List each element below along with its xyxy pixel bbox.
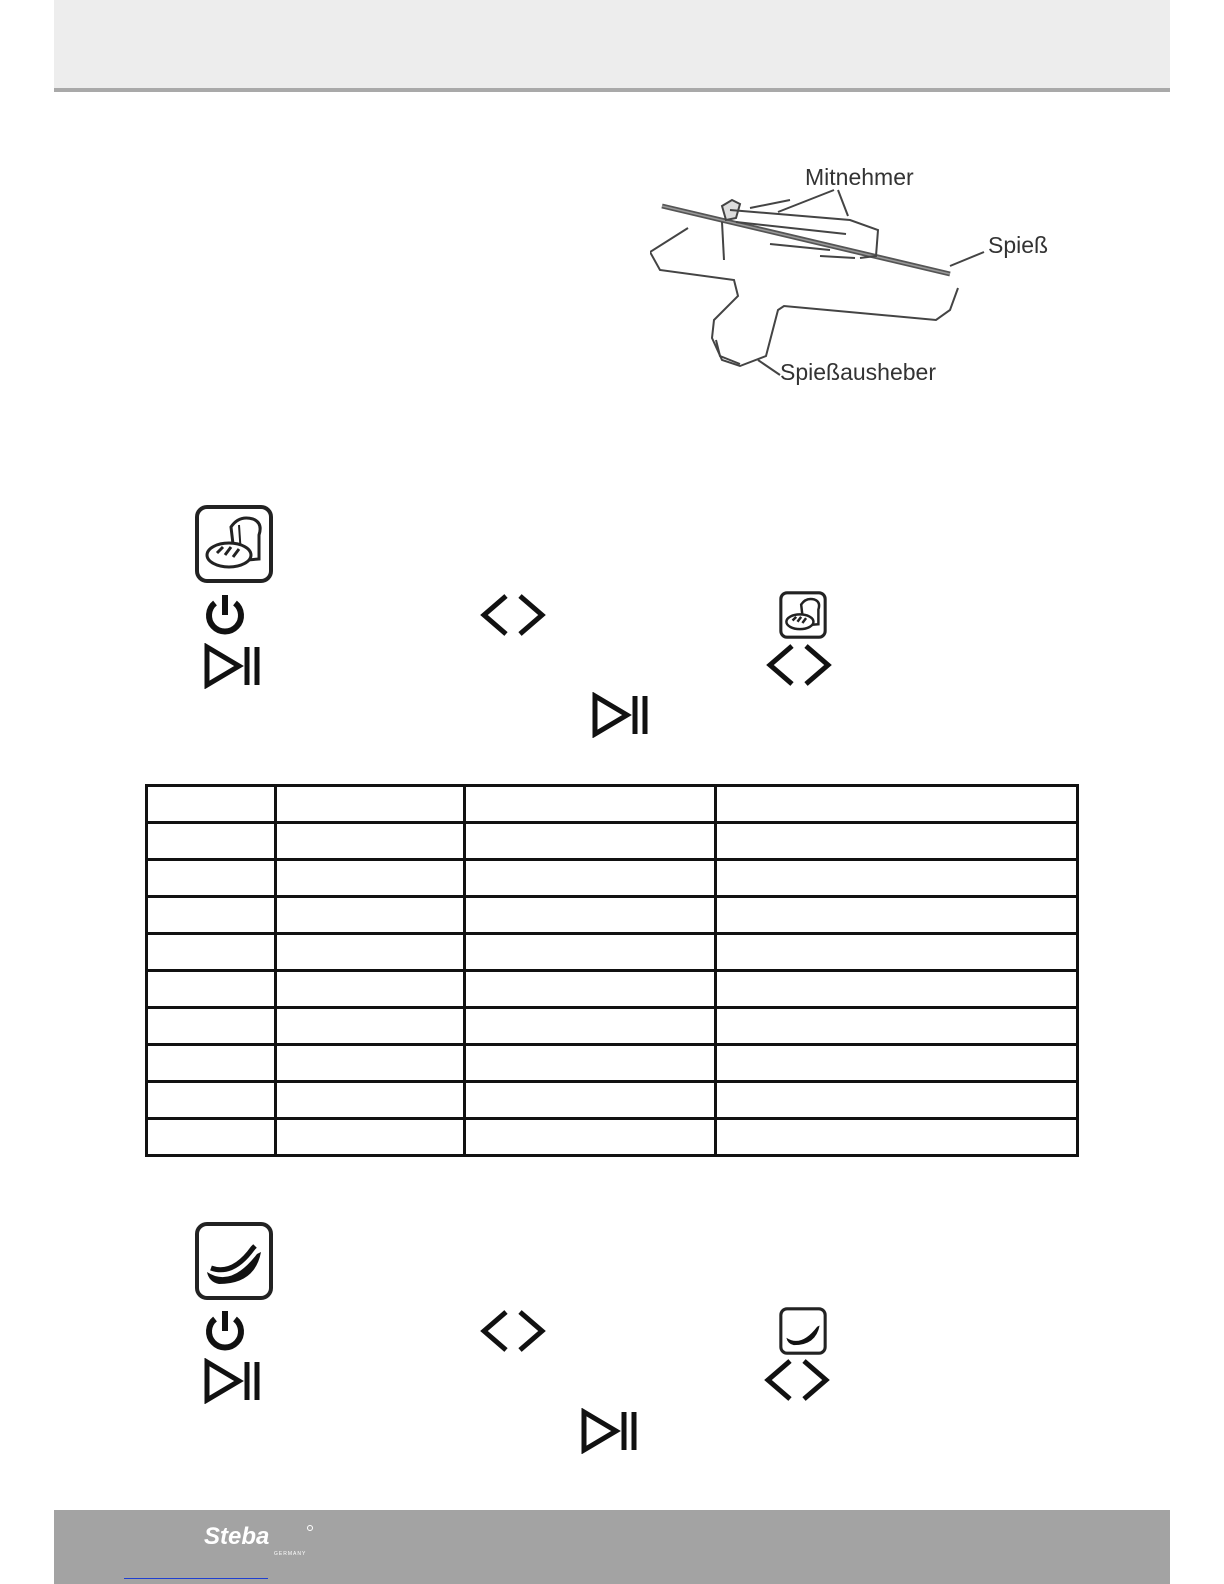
table-cell [147, 934, 276, 971]
table-cell [276, 971, 465, 1008]
table-cell [716, 1045, 1078, 1082]
settings-table [145, 784, 1079, 1157]
figure-label-spit: Spieß [988, 232, 1049, 258]
table-cell [465, 1008, 716, 1045]
table-cell [147, 1119, 276, 1156]
table-cell [716, 786, 1078, 823]
table-cell [276, 1008, 465, 1045]
table-cell [276, 897, 465, 934]
table-cell [465, 1119, 716, 1156]
table-row [147, 860, 1078, 897]
table-cell [465, 860, 716, 897]
banana-program-icon [779, 1307, 827, 1355]
table-cell [276, 1045, 465, 1082]
footer-link-underline[interactable] [124, 1578, 268, 1579]
table-row [147, 1008, 1078, 1045]
table-cell [147, 897, 276, 934]
settings-table-body [147, 786, 1078, 1156]
brand-logo-text: Steba [204, 1523, 270, 1550]
table-cell [276, 1082, 465, 1119]
table-row [147, 971, 1078, 1008]
table-row [147, 897, 1078, 934]
table-cell [147, 860, 276, 897]
power-icon [203, 1309, 247, 1353]
table-cell [465, 934, 716, 971]
rotisserie-spit-figure [650, 160, 1100, 400]
play-pause-icon [580, 1408, 642, 1454]
table-row [147, 1045, 1078, 1082]
table-cell [716, 897, 1078, 934]
table-row [147, 786, 1078, 823]
play-pause-icon [203, 643, 265, 689]
table-row [147, 1119, 1078, 1156]
bread-program-icon [195, 505, 273, 583]
play-pause-icon [591, 692, 653, 738]
table-cell [465, 971, 716, 1008]
table-cell [716, 1008, 1078, 1045]
table-cell [147, 1045, 276, 1082]
table-cell [276, 786, 465, 823]
bread-program-icon [779, 591, 827, 639]
table-cell [716, 1082, 1078, 1119]
table-cell [716, 823, 1078, 860]
table-cell [276, 823, 465, 860]
table-cell [147, 823, 276, 860]
table-cell [465, 1045, 716, 1082]
banana-program-icon [195, 1222, 273, 1300]
left-right-arrows-icon [760, 1357, 834, 1403]
table-cell [276, 934, 465, 971]
figure-label-lifter: Spießausheber [780, 359, 936, 385]
figure-label-driver: Mitnehmer [805, 164, 914, 190]
power-icon [203, 593, 247, 637]
table-row [147, 823, 1078, 860]
table-cell [465, 786, 716, 823]
table-cell [147, 1008, 276, 1045]
table-row [147, 1082, 1078, 1119]
table-cell [465, 823, 716, 860]
table-cell [465, 1082, 716, 1119]
table-cell [465, 897, 716, 934]
table-cell [276, 860, 465, 897]
table-cell [147, 786, 276, 823]
table-cell [147, 971, 276, 1008]
header-bar [54, 0, 1170, 92]
left-right-arrows-icon [476, 1308, 550, 1354]
left-right-arrows-icon [762, 642, 836, 688]
table-cell [716, 934, 1078, 971]
play-pause-icon [203, 1358, 265, 1404]
steba-logo [202, 1522, 320, 1558]
table-row [147, 934, 1078, 971]
left-right-arrows-icon [476, 592, 550, 638]
table-cell [147, 1082, 276, 1119]
table-cell [276, 1119, 465, 1156]
table-cell [716, 860, 1078, 897]
table-cell [716, 971, 1078, 1008]
brand-logo-subtext: GERMANY [274, 1551, 307, 1557]
table-cell [716, 1119, 1078, 1156]
